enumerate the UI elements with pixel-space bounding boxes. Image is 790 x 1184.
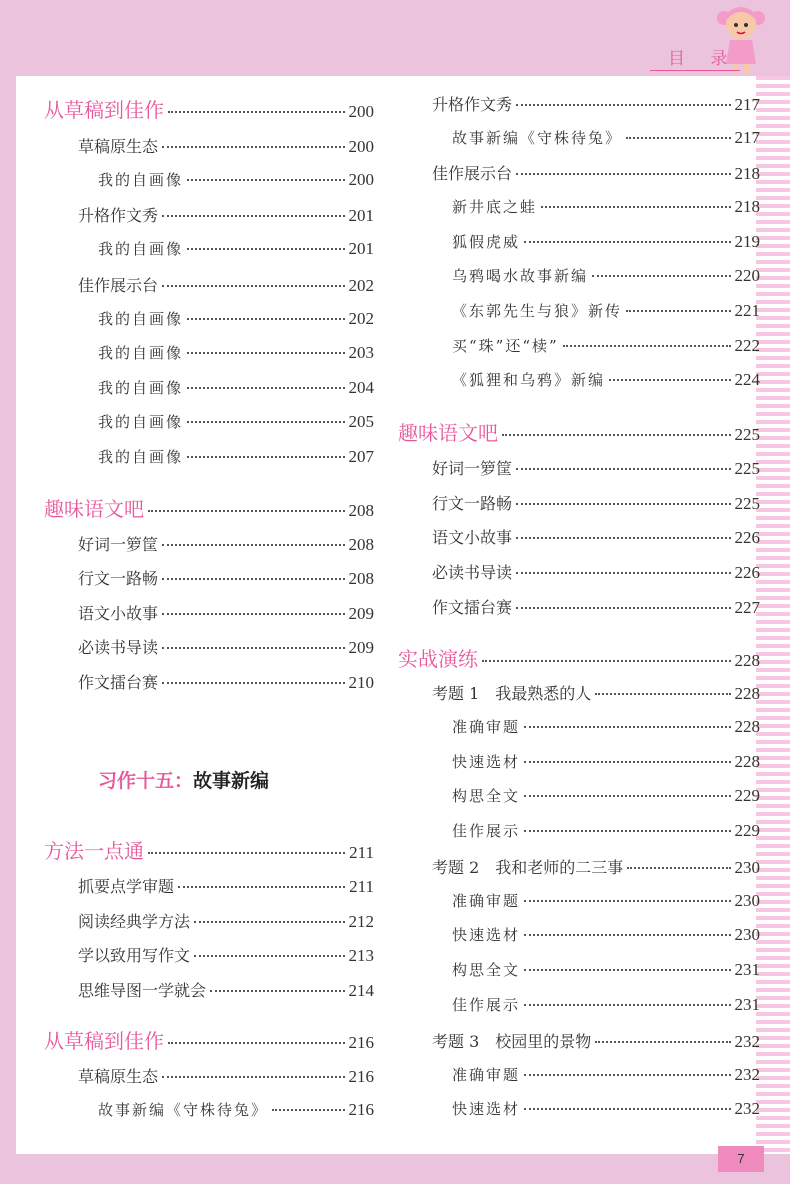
toc-entry-title: 必读书导读 (432, 563, 513, 582)
toc-entry-page: 225 (734, 425, 760, 444)
leader-dots (524, 1004, 730, 1006)
toc-entry-title: 实战演练 (398, 647, 478, 671)
toc-entry-title: 作文擂台赛 (78, 673, 159, 692)
leader-dots (148, 852, 345, 854)
toc-entry (432, 855, 760, 878)
toc-entry (452, 1098, 760, 1119)
header-title: 目 录 (668, 49, 738, 69)
toc-entry-page: 226 (734, 528, 760, 547)
leader-dots (516, 104, 730, 106)
toc-entry (78, 635, 374, 658)
toc-entry (432, 456, 760, 479)
leader-dots (524, 726, 730, 728)
toc-entry (78, 273, 374, 296)
toc-entry (452, 335, 760, 356)
leader-dots (524, 761, 730, 763)
toc-entry-title: 学以致用写作文 (78, 946, 191, 965)
toc-entry-title: 我的自画像 (98, 448, 184, 466)
leader-dots (524, 830, 730, 832)
toc-entry (432, 525, 760, 548)
leader-dots (592, 275, 730, 277)
toc-entry-title: 必读书导读 (78, 638, 159, 657)
toc-entry (452, 127, 760, 148)
chapter-prefix: 习作十五： (98, 770, 194, 792)
toc-entry-page: 209 (348, 638, 374, 657)
toc-entry (432, 1029, 760, 1052)
leader-dots (162, 146, 344, 148)
toc-entry-title: 故事新编《守株待兔》 (98, 1101, 269, 1119)
toc-entry-title: 新井底之蛙 (452, 198, 538, 216)
toc-entry-title: 方法一点通 (44, 839, 144, 863)
toc-entry-title: 故事新编《守株待兔》 (452, 129, 623, 147)
toc-entry-page: 211 (349, 877, 374, 896)
toc-entry-page: 208 (348, 569, 374, 588)
toc-entry-title: 趣味语文吧 (398, 421, 498, 445)
leader-dots (516, 572, 730, 574)
toc-entry (98, 238, 374, 259)
toc-entry-title: 行文一路畅 (432, 494, 513, 513)
toc-entry-title: 好词一箩筐 (432, 459, 513, 478)
toc-entry (432, 595, 760, 618)
toc-entry-page: 216 (348, 1067, 374, 1086)
toc-entry-page: 232 (734, 1065, 760, 1084)
toc-entry-title: 从草稿到佳作 (44, 98, 164, 122)
toc-entry-page: 201 (348, 239, 374, 258)
toc-entry-page: 230 (734, 858, 760, 877)
chapter-name: 故事新编 (193, 770, 270, 792)
toc-entry (452, 820, 760, 841)
toc-entry-page: 231 (734, 960, 760, 979)
toc-entry (452, 300, 760, 321)
leader-dots (168, 1042, 345, 1044)
leader-dots (524, 795, 730, 797)
toc-entry-title: 佳作展示 (452, 996, 521, 1014)
toc-entry (452, 994, 760, 1015)
toc-entry-title: 升格作文秀 (78, 206, 159, 225)
leader-dots (187, 352, 344, 354)
toc-entry-title: 草稿原生态 (78, 1067, 159, 1086)
leader-dots (595, 693, 730, 695)
toc-entry (432, 92, 760, 115)
toc-entry-page: 220 (734, 266, 760, 285)
toc-entry-title: 我的自画像 (98, 379, 184, 397)
toc-entry (78, 670, 374, 693)
toc-entry (452, 1064, 760, 1085)
toc-entry (452, 924, 760, 945)
toc-entry-page: 200 (348, 137, 374, 156)
toc-entry-page: 205 (348, 412, 374, 431)
toc-entry-title: 快速选材 (452, 926, 521, 944)
leader-dots (516, 607, 730, 609)
leader-dots (541, 206, 730, 208)
toc-entry-page: 222 (734, 336, 760, 355)
leader-dots (162, 647, 344, 649)
leader-dots (524, 1108, 730, 1110)
leader-dots (272, 1109, 344, 1111)
toc-entry-title: 作文擂台赛 (432, 598, 513, 617)
leader-dots (595, 1041, 730, 1043)
toc-entry-page: 231 (734, 995, 760, 1014)
toc-entry (44, 835, 374, 864)
toc-entry (432, 681, 760, 704)
toc-entry-page: 201 (348, 206, 374, 225)
toc-entry (398, 417, 760, 446)
toc-entry-title: 考题 2 我和老师的二三事 (432, 858, 624, 877)
toc-entry-page: 219 (734, 232, 760, 251)
toc-entry-title: 考题 3 校园里的景物 (432, 1032, 592, 1051)
toc-entry (44, 94, 374, 123)
leader-dots (516, 537, 730, 539)
leader-dots (627, 867, 730, 869)
toc-entry (98, 377, 374, 398)
leader-dots (162, 1076, 344, 1078)
toc-entry-title: 抓要点学审题 (78, 877, 175, 896)
toc-entry (78, 909, 374, 932)
toc-entry-title: 好词一箩筐 (78, 535, 159, 554)
toc-entry-page: 208 (348, 501, 374, 520)
toc-entry-title: 我的自画像 (98, 310, 184, 328)
chapter-heading (98, 766, 269, 793)
toc-entry-title: 乌鸦喝水故事新编 (452, 267, 589, 285)
toc-entry-title: 我的自画像 (98, 240, 184, 258)
leader-dots (524, 241, 730, 243)
leader-dots (524, 900, 730, 902)
leader-dots (187, 179, 344, 181)
page-number: 7 (718, 1146, 764, 1172)
toc-entry (452, 196, 760, 217)
toc-entry (432, 161, 760, 184)
leader-dots (609, 379, 730, 381)
toc-entry-title: 准确审题 (452, 892, 521, 910)
toc-entry-title: 《狐狸和乌鸦》新编 (452, 371, 606, 389)
toc-entry-page: 228 (734, 684, 760, 703)
leader-dots (187, 318, 344, 320)
toc-entry (98, 1099, 374, 1120)
toc-entry-page: 203 (348, 343, 374, 362)
toc-entry (98, 342, 374, 363)
toc-entry-title: 《东郭先生与狼》新传 (452, 302, 623, 320)
leader-dots (524, 934, 730, 936)
toc-entry-page: 213 (348, 946, 374, 965)
toc-entry-title: 佳作展示台 (78, 276, 159, 295)
toc-entry-page: 228 (734, 752, 760, 771)
toc-entry-title: 草稿原生态 (78, 137, 159, 156)
toc-entry (44, 1025, 374, 1054)
toc-entry-page: 232 (734, 1032, 760, 1051)
toc-entry-title: 准确审题 (452, 718, 521, 736)
toc-entry (78, 943, 374, 966)
toc-entry-page: 216 (348, 1033, 374, 1052)
toc-entry (78, 566, 374, 589)
leader-dots (482, 660, 731, 662)
leader-dots (187, 421, 344, 423)
leader-dots (187, 248, 344, 250)
leader-dots (516, 468, 730, 470)
toc-entry-page: 209 (348, 604, 374, 623)
toc-entry-title: 我的自画像 (98, 413, 184, 431)
toc-entry-page: 224 (734, 370, 760, 389)
toc-entry-page: 214 (348, 981, 374, 1000)
toc-entry (78, 874, 374, 897)
toc-entry (432, 491, 760, 514)
leader-dots (162, 215, 344, 217)
leader-dots (194, 955, 344, 957)
leader-dots (524, 1074, 730, 1076)
toc-entry (44, 493, 374, 522)
leader-dots (148, 510, 345, 512)
leader-dots (502, 434, 731, 436)
toc-entry (452, 751, 760, 772)
toc-entry (78, 532, 374, 555)
toc-entry-title: 考题 1 我最熟悉的人 (432, 684, 592, 703)
leader-dots (524, 969, 730, 971)
toc-entry-page: 230 (734, 925, 760, 944)
toc-entry-page: 200 (348, 170, 374, 189)
toc-entry-title: 我的自画像 (98, 171, 184, 189)
toc-entry-page: 225 (734, 459, 760, 478)
toc-entry (78, 978, 374, 1001)
toc-entry-page: 229 (734, 786, 760, 805)
toc-entry (78, 134, 374, 157)
toc-entry (452, 231, 760, 252)
toc-entry-title: 语文小故事 (432, 528, 513, 547)
toc-entry-page: 210 (348, 673, 374, 692)
toc-entry-title: 买“珠”还“椟” (452, 337, 559, 355)
toc-entry (98, 411, 374, 432)
leader-dots (516, 173, 730, 175)
toc-entry-title: 行文一路畅 (78, 569, 159, 588)
toc-entry-title: 快速选材 (452, 1100, 521, 1118)
leader-dots (162, 285, 344, 287)
toc-entry (98, 446, 374, 467)
leader-dots (210, 990, 344, 992)
toc-entry-page: 229 (734, 821, 760, 840)
toc-entry-page: 217 (734, 128, 760, 147)
toc-entry-page: 225 (734, 494, 760, 513)
toc-entry (78, 601, 374, 624)
toc-entry-title: 狐假虎威 (452, 233, 521, 251)
toc-entry-page: 211 (349, 843, 374, 862)
toc-entry-title: 趣味语文吧 (44, 497, 144, 521)
toc-entry-page: 207 (348, 447, 374, 466)
toc-entry (452, 890, 760, 911)
leader-dots (187, 387, 344, 389)
toc-entry-title: 构思全文 (452, 961, 521, 979)
toc-entry-page: 208 (348, 535, 374, 554)
leader-dots (563, 345, 731, 347)
toc-entry-page: 216 (348, 1100, 374, 1119)
header-divider (650, 70, 740, 71)
toc-entry-page: 212 (348, 912, 374, 931)
toc-entry (398, 643, 760, 672)
leader-dots (626, 137, 730, 139)
toc-entry-title: 升格作文秀 (432, 95, 513, 114)
toc-entry-page: 204 (348, 378, 374, 397)
toc-entry-title: 准确审题 (452, 1066, 521, 1084)
toc-entry-title: 构思全文 (452, 787, 521, 805)
toc-entry-title: 阅读经典学方法 (78, 912, 191, 931)
toc-entry-page: 228 (734, 717, 760, 736)
toc-entry-page: 221 (734, 301, 760, 320)
toc-entry-page: 200 (348, 102, 374, 121)
leader-dots (162, 578, 344, 580)
toc-entry (452, 959, 760, 980)
toc-entry-title: 语文小故事 (78, 604, 159, 623)
leader-dots (194, 921, 344, 923)
leader-dots (162, 613, 344, 615)
toc-entry-title: 我的自画像 (98, 344, 184, 362)
toc-entry (452, 369, 760, 390)
leader-dots (162, 682, 344, 684)
toc-entry (452, 785, 760, 806)
toc-entry-page: 218 (734, 197, 760, 216)
toc-entry (432, 560, 760, 583)
toc-entry-page: 226 (734, 563, 760, 582)
toc-entry-title: 佳作展示 (452, 822, 521, 840)
toc-entry-page: 202 (348, 309, 374, 328)
toc-entry (98, 308, 374, 329)
toc-entry (452, 716, 760, 737)
leader-dots (168, 111, 345, 113)
leader-dots (178, 886, 345, 888)
leader-dots (162, 544, 344, 546)
leader-dots (626, 310, 730, 312)
toc-entry-page: 218 (734, 164, 760, 183)
toc-entry-title: 佳作展示台 (432, 164, 513, 183)
toc-entry-title: 快速选材 (452, 753, 521, 771)
toc-entry (78, 203, 374, 226)
leader-dots (187, 456, 344, 458)
decorative-stripes (756, 76, 790, 1154)
toc-entry-title: 思维导图一学就会 (78, 981, 207, 1000)
toc-entry-page: 230 (734, 891, 760, 910)
leader-dots (516, 503, 730, 505)
toc-entry-page: 217 (734, 95, 760, 114)
toc-entry (78, 1064, 374, 1087)
toc-entry (452, 265, 760, 286)
toc-entry-page: 202 (348, 276, 374, 295)
toc-entry-page: 232 (734, 1099, 760, 1118)
toc-entry-title: 从草稿到佳作 (44, 1029, 164, 1053)
toc-entry-page: 228 (734, 651, 760, 670)
toc-entry-page: 227 (734, 598, 760, 617)
toc-entry (98, 169, 374, 190)
